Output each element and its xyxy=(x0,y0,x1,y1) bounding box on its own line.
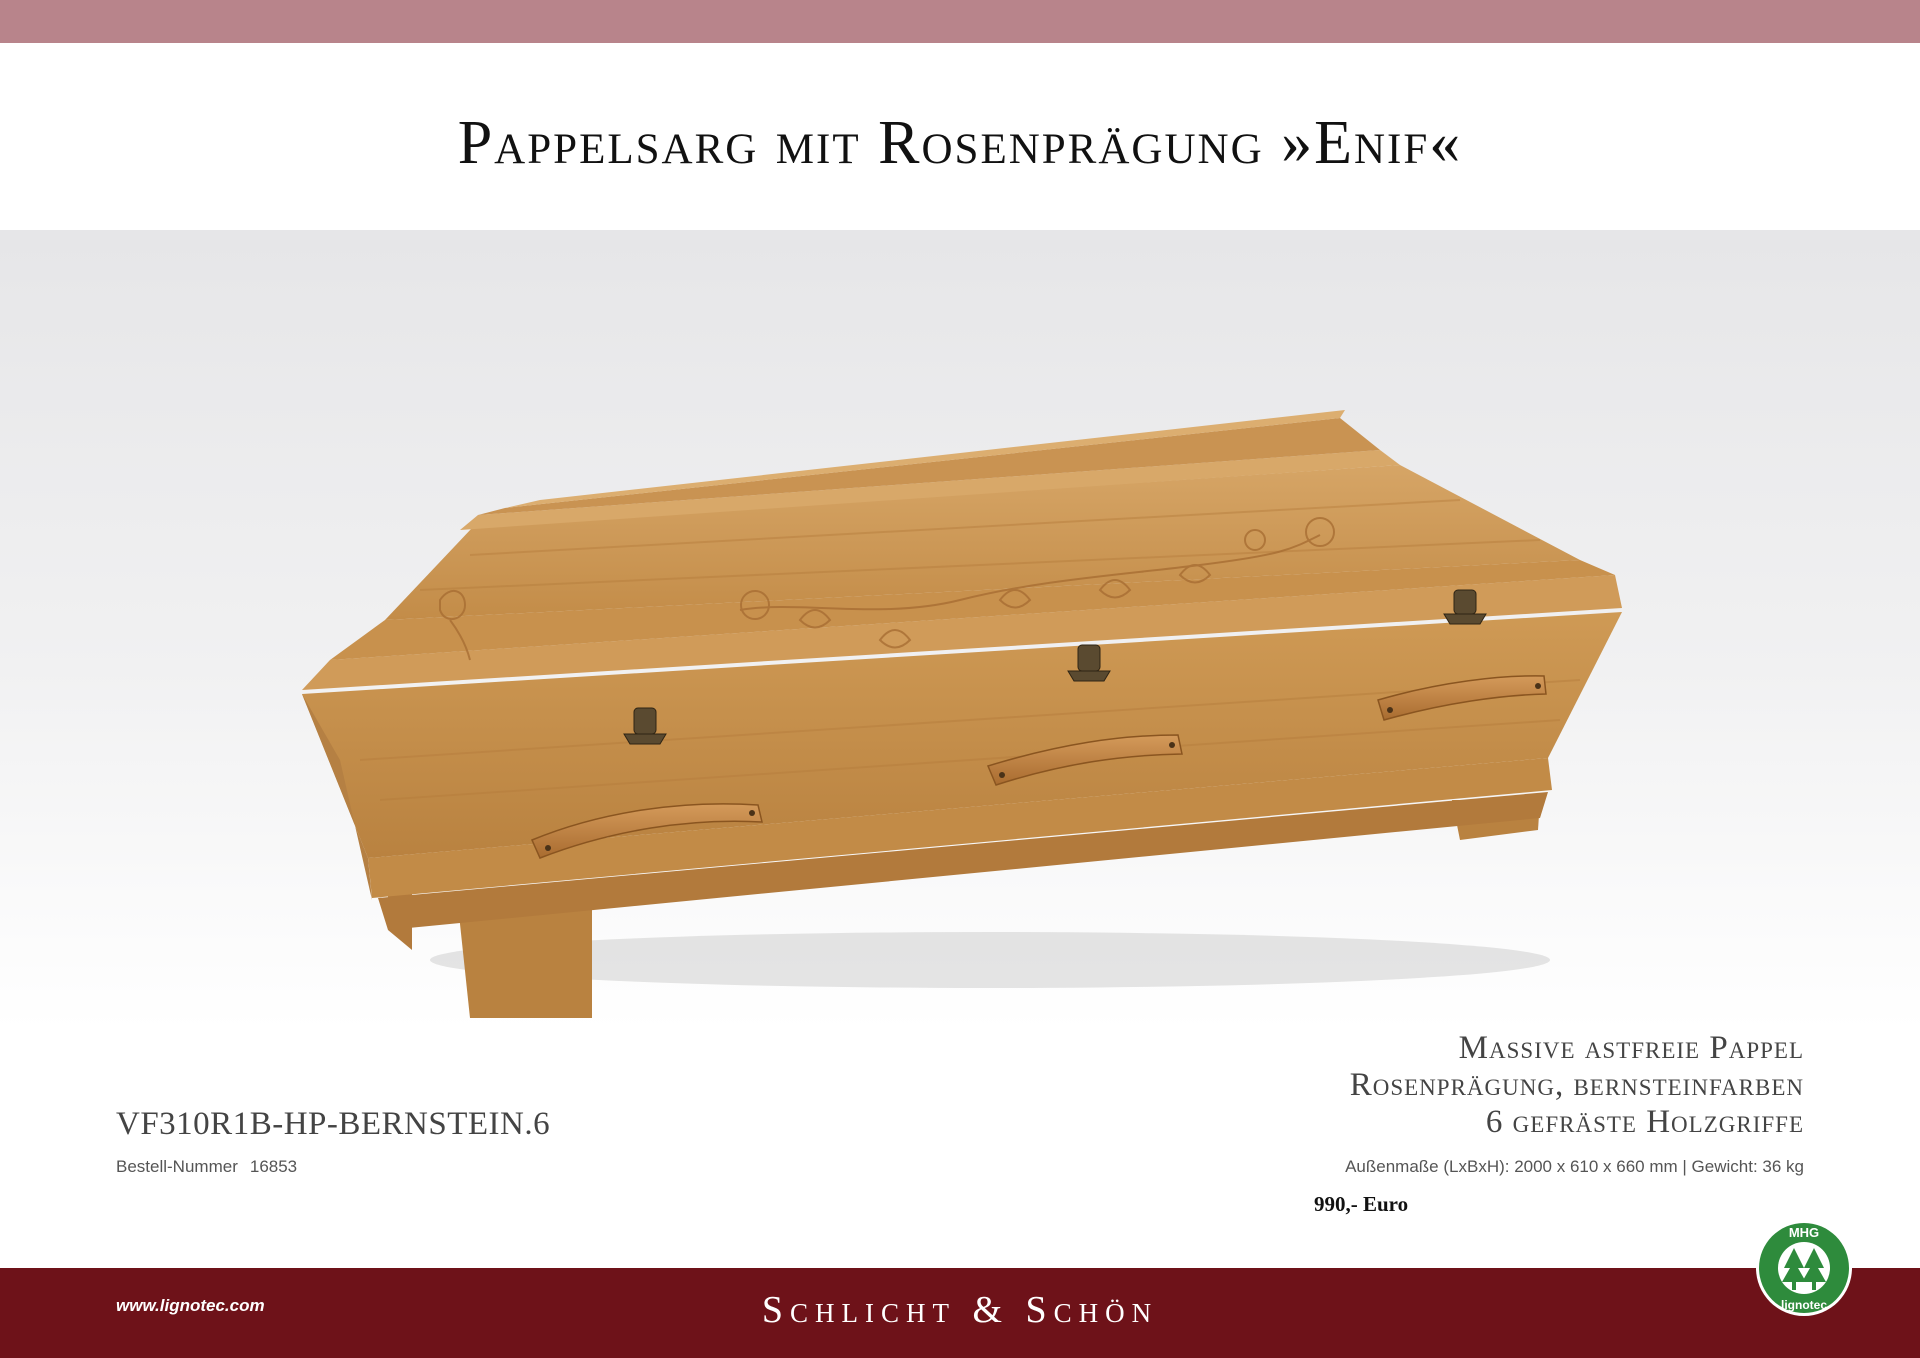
svg-text:lignotec: lignotec xyxy=(1780,1298,1828,1312)
svg-text:MHG: MHG xyxy=(1788,1225,1820,1240)
dimensions-weight: Außenmaße (LxBxH): 2000 x 610 x 660 mm | Gewicht: 36 kg xyxy=(1345,1157,1804,1176)
feature-list xyxy=(1350,1030,1804,1141)
product-photo xyxy=(0,230,1920,1030)
order-number-line xyxy=(116,1157,297,1177)
order-number-label: Bestell-Nummer xyxy=(116,1157,238,1176)
footer-band xyxy=(0,1268,1920,1358)
page-title: Pappelsarg mit Rosenprägung »Enif« xyxy=(457,109,1463,177)
feature-item: Rosenprägung, bernsteinfarben xyxy=(1349,1067,1804,1103)
feature-item: 6 gefräste Holzgriffe xyxy=(1485,1104,1804,1140)
top-color-band xyxy=(0,0,1920,43)
product-code: VF310R1B-HP-BERNSTEIN.6 xyxy=(116,1106,551,1142)
price: 990,- Euro xyxy=(1314,1192,1409,1216)
brand-slogan: Schlicht & Schön xyxy=(761,1289,1159,1331)
coffin-image xyxy=(0,230,1920,1030)
order-number-value: 16853 xyxy=(249,1157,298,1176)
feature-item: Massive astfreie Pappel xyxy=(1458,1030,1804,1066)
mhg-lignotec-logo xyxy=(1754,1218,1854,1318)
website-link[interactable]: www.lignotec.com xyxy=(116,1296,265,1315)
